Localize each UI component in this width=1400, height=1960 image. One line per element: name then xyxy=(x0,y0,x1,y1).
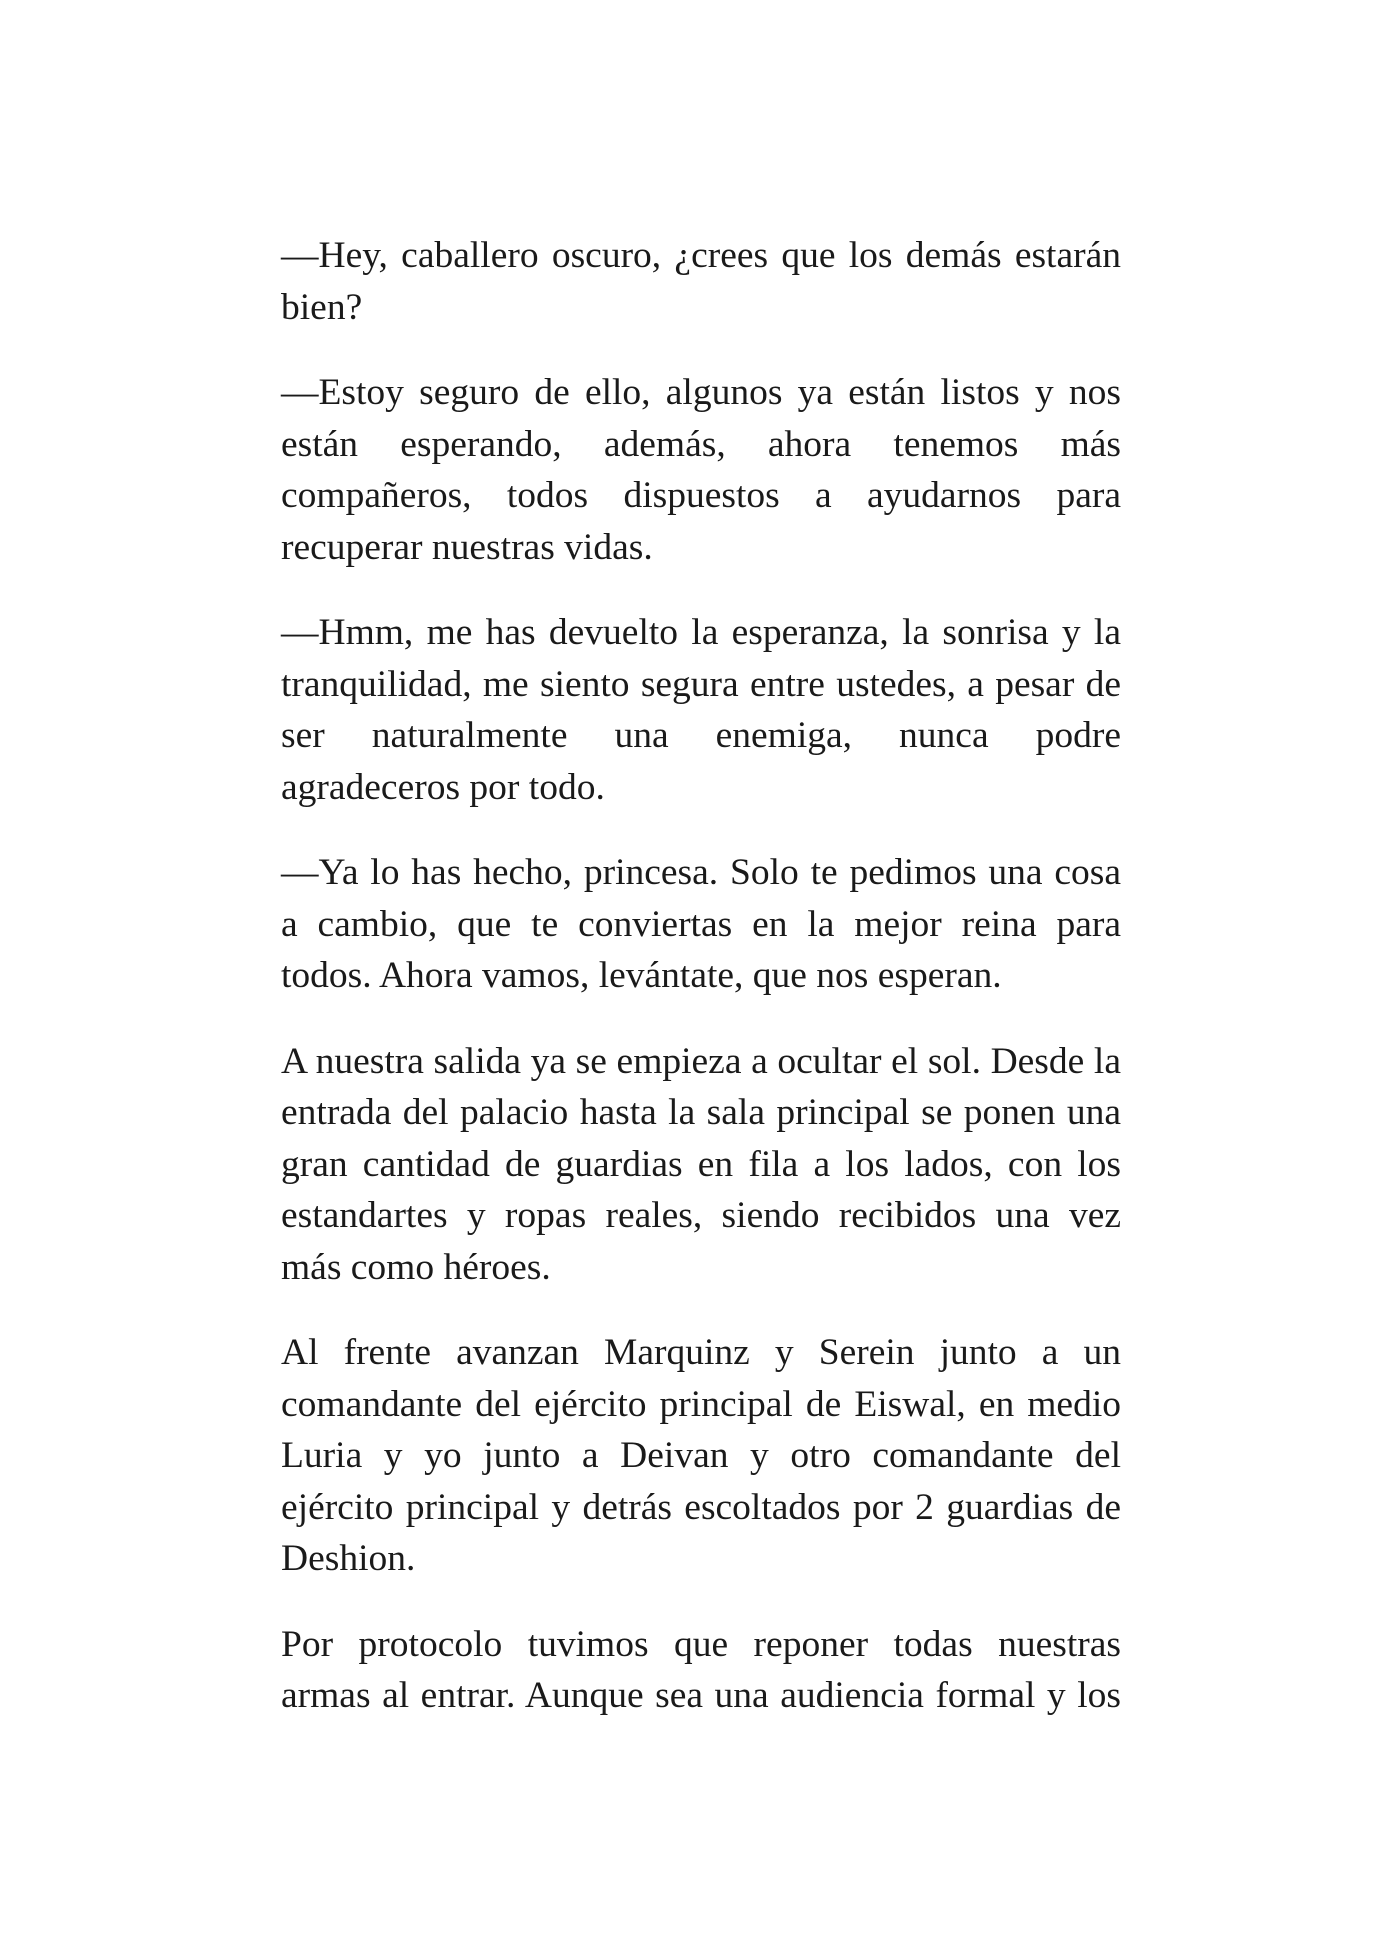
paragraph-3: —Hmm, me has devuelto la esperanza, la sonrisa y la tranquilidad, me siento segura entre ustedes, a pesar de ser naturalmente una enemiga, nunca podre agradeceros por todo. xyxy=(281,612,1121,808)
paragraph-5: A nuestra salida ya se empieza a ocultar el sol. Desde la entrada del palacio hasta la sala principal se ponen una gran cantidad de guardias en fila a los lados, con los estandartes y ropas reales, siendo recibidos una vez más como héroes. xyxy=(281,1040,1121,1288)
paragraph-4: —Ya lo has hecho, princesa. Solo te pedimos una cosa a cambio, que te conviertas en la mejor reina para todos. Ahora vamos, levántate, que nos esperan. xyxy=(281,852,1121,996)
paragraph-7: Por protocolo tuvimos que reponer todas nuestras armas al entrar. Aunque sea una audiencia formal y los xyxy=(281,1623,1121,1716)
paragraph-6: Al frente avanzan Marquinz y Serein junto a un comandante del ejército principal de Eiswal, en medio Luria y yo junto a Deivan y otro comandante del ejército principal y detrás escoltados por 2 guardias de Deshion. xyxy=(281,1332,1121,1579)
body-text xyxy=(281,230,1121,1756)
paragraph-2: —Estoy seguro de ello, algunos ya están listos y nos están esperando, además, ahora tenemos más compañeros, todos dispuestos a ayudarnos para recuperar nuestras vidas. xyxy=(281,372,1121,568)
paragraph-1: —Hey, caballero oscuro, ¿crees que los demás estarán bien? xyxy=(281,235,1121,328)
